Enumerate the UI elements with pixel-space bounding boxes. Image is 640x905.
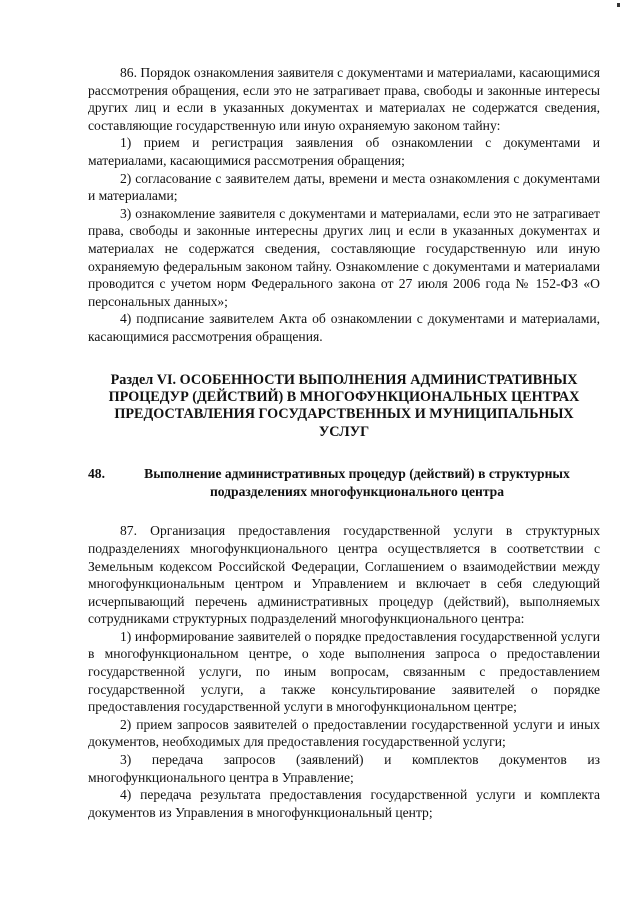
- paragraph-87-item-4: 4) передача результата предоставления государственной услуги и комплекта документов из Управления в многофункциональный центр;: [88, 787, 600, 820]
- paragraph-86-item-4: 4) подписание заявителем Акта об ознакомлении с документами и материалами, касающимися рассмотрения обращения.: [88, 311, 600, 344]
- paragraph-86-item-2: 2) согласование с заявителем даты, времени и места ознакомления с документами и материалами;: [88, 170, 600, 204]
- subsection-title: Выполнение административных процедур (действий) в структурных подразделениях многофункционального центра: [144, 466, 570, 499]
- subsection-number: 48.: [88, 466, 105, 482]
- paragraph-87-item-1: 1) информирование заявителей о порядке предоставления государственной услуги в многофункциональном центре, о ходе выполнения запроса о предоставлении государственной услуги, по иным вопросам, связанным с предоставлением государственной услуги, а также консультирование заявителей о порядке предоставления государственной услуги в многофункциональном центре;: [88, 628, 600, 715]
- document-page: [88, 64, 600, 821]
- paragraph-87-item-2: 2) прием запросов заявителей о предоставлении государственной услуги и иных документов, необходимых для предоставления государственной услуги;: [88, 716, 600, 750]
- paragraph-87-intro: 87. Организация предоставления государственной услуги в структурных подразделениях многофункционального центра осуществляется в соответствии с Земельным кодексом Российской Федерации, Соглашением о взаимодействии между многофункциональным центром и Управлением и включает в себя следующий исчерпывающий перечень административных процедур (действий), выполняемых сотрудниками структурных подразделений многофункционального центра:: [88, 523, 600, 627]
- scan-artifact-mark: [617, 3, 620, 7]
- paragraph-86-item-3: 3) ознакомление заявителя с документами и материалами, если это не затрагивает права, свободы и законные интересны других лиц и если в указанных документах и материалах не содержатся сведения, составляющие государственную или иную охраняемую федеральным законом тайну. Ознакомление с документами и материалами проводится с учетом норм Федерального закона от 27 июля 2006 года № 152-ФЗ «О персональных данных»;: [88, 205, 600, 309]
- paragraph-86-intro: 86. Порядок ознакомления заявителя с документами и материалами, касающимися рассмотрения обращения, если это не затрагивает права, свободы и законные интересы других лиц и если в указанных документах и материалах не содержатся сведения, составляющие государственную или иную охраняемую законом тайну:: [88, 65, 600, 133]
- section-heading: Раздел VI. ОСОБЕННОСТИ ВЫПОЛНЕНИЯ АДМИНИСТРАТИВНЫХ ПРОЦЕДУР (ДЕЙСТВИЙ) В МНОГОФУНКЦИОНАЛЬНЫХ ЦЕНТРАХ ПРЕДОСТАВЛЕНИЯ ГОСУДАРСТВЕННЫХ И МУНИЦИПАЛЬНЫХ УСЛУГ: [108, 371, 580, 440]
- paragraph-86-item-1: 1) прием и регистрация заявления об ознакомлении с документами и материалами, касающимися рассмотрения обращения;: [88, 135, 600, 168]
- paragraph-87-item-3: 3) передача запросов (заявлений) и комплектов документов из многофункционального центра в Управление;: [88, 752, 600, 785]
- subsection-heading: [88, 465, 600, 500]
